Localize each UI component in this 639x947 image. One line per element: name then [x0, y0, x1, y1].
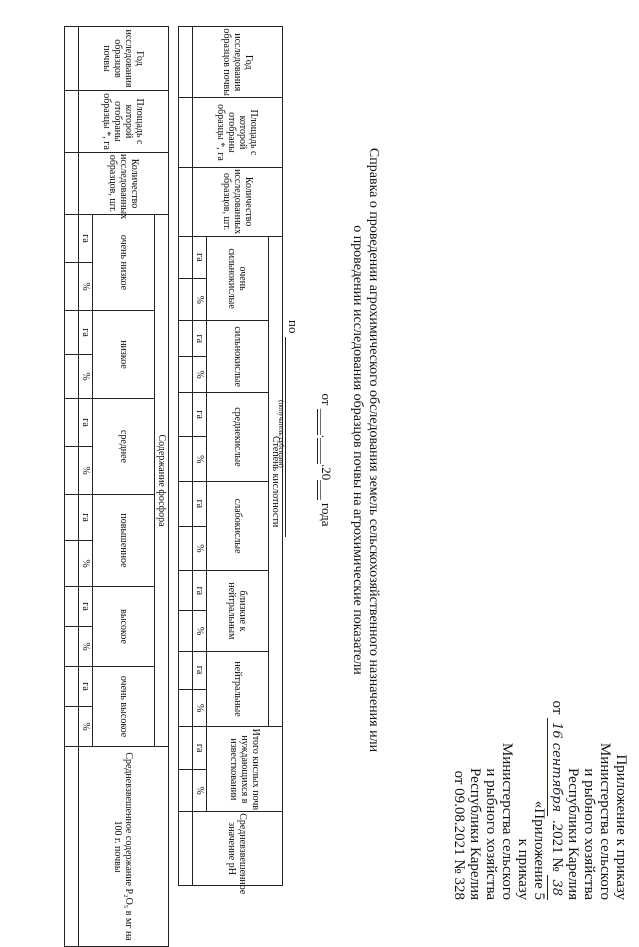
unit-ha: га	[193, 236, 207, 278]
unit-ha: га	[79, 667, 93, 707]
unit-pct: %	[193, 526, 207, 571]
unit-ha: га	[79, 399, 93, 447]
unit-ha: га	[193, 571, 207, 611]
unit-pct: %	[79, 263, 93, 311]
date-dot: .	[319, 434, 334, 438]
phosphorus-col-header: среднее	[93, 399, 155, 495]
date-year-prefix: .20	[319, 463, 334, 481]
acidity-col-header: среднекислые	[207, 392, 269, 481]
unit-ha: га	[79, 215, 93, 263]
unit-pct: %	[193, 769, 207, 811]
col-area-header: Площадь с которой отобраны образцы *, га	[193, 98, 283, 167]
col-avg-header: Средневзвешенное значение pH	[193, 812, 283, 886]
unit-pct: %	[193, 437, 207, 482]
unit-pct: %	[79, 707, 93, 747]
date-day-blank: ____	[319, 408, 334, 435]
recipient-line	[277, 320, 301, 560]
phosphorus-col-header: низкое	[93, 311, 155, 399]
unit-ha: га	[193, 392, 207, 437]
handwritten-date: 16 сентября	[547, 718, 564, 816]
date-month-blank: ____	[319, 437, 334, 464]
unit-pct: %	[193, 279, 207, 321]
header-line: Министерства сельского	[597, 742, 613, 900]
acidity-col-header: нейтральные	[207, 651, 269, 727]
header-line: Приложение к приказу	[613, 754, 629, 900]
unit-pct: %	[79, 355, 93, 399]
col-total-header: Итого кислых почв нуждающихся в известковании	[207, 727, 283, 812]
col-avg-header: Средневзвешенное содержание P₂O₅ в мг на 100 г. почвы	[79, 747, 169, 947]
annex-line: от 09.08.2021 № 328	[451, 770, 467, 900]
unit-pct: %	[193, 357, 207, 393]
acidity-col-header: слабокислые	[207, 482, 269, 571]
unit-ha: га	[193, 321, 207, 357]
annex-line: к приказу	[515, 838, 531, 900]
unit-pct: %	[193, 689, 207, 727]
col-count-header: Количество исследованных образцов, шт.	[193, 167, 283, 236]
unit-ha: га	[193, 482, 207, 527]
phosphorus-group-header: Содержание фосфора	[155, 215, 169, 747]
acidity-col-header: очень сильнокислые	[207, 236, 269, 321]
phosphorus-table	[64, 26, 169, 947]
unit-pct: %	[79, 447, 93, 495]
phosphorus-col-header: очень низкое	[93, 215, 155, 311]
recipient-blank	[285, 337, 286, 537]
table-row	[65, 27, 79, 947]
handwritten-number: 38	[547, 875, 564, 900]
date-from: от	[319, 393, 334, 406]
col-year-header: Год исследования образцов почвы	[79, 27, 169, 91]
phosphorus-col-header: высокое	[93, 587, 155, 667]
order-header	[451, 700, 629, 900]
document-title	[349, 60, 381, 840]
unit-pct: %	[193, 611, 207, 651]
annex-line: Республики Карелия	[467, 767, 483, 900]
date-year-blank: ___	[319, 480, 334, 500]
date-year-word: года	[319, 502, 334, 527]
acidity-col-header: сильнокислые	[207, 321, 269, 392]
unit-ha: га	[193, 727, 207, 769]
unit-ha: га	[79, 311, 93, 355]
acidity-table	[178, 26, 283, 895]
recipient-prefix: по	[286, 320, 301, 334]
phosphorus-col-header: очень высокое	[93, 667, 155, 747]
recipient-caption: (получатель субсидии)	[277, 400, 285, 468]
annex-line: и рыбного хозяйства	[483, 768, 499, 900]
order-date-line	[547, 700, 565, 900]
col-area-header: Площадь с которой отобраны образцы *, га	[79, 91, 169, 153]
unit-ha: га	[193, 651, 207, 689]
acidity-col-header: близкие к нейтральным	[207, 571, 269, 651]
table-row	[179, 27, 193, 886]
acidity-group-header: Степень кислотности	[269, 236, 283, 727]
order-year: .2021 №	[549, 819, 565, 872]
report-date-line	[317, 380, 334, 540]
unit-ha: га	[79, 587, 93, 627]
header-line: и рыбного хозяйства	[581, 768, 597, 900]
col-count-header: Количество исследованных образцов, шт.	[79, 153, 169, 215]
title-line-2: о проведении исследования образцов почвы на агрохимические показатели	[350, 225, 365, 675]
phosphorus-col-header: повышенное	[93, 495, 155, 587]
title-line-1: Справка о проведении агрохимического обследования земель сельскохозяйственного назначения или	[366, 147, 381, 753]
unit-pct: %	[79, 541, 93, 587]
header-line: Республики Карелия	[565, 767, 581, 900]
col-year-header: Год исследования образцов почвы	[193, 27, 283, 98]
unit-ha: га	[79, 495, 93, 541]
unit-pct: %	[79, 627, 93, 667]
annex-line: «Приложение 5	[531, 800, 547, 900]
order-prefix: от	[549, 700, 565, 715]
annex-line: Министерства сельского	[499, 742, 515, 900]
